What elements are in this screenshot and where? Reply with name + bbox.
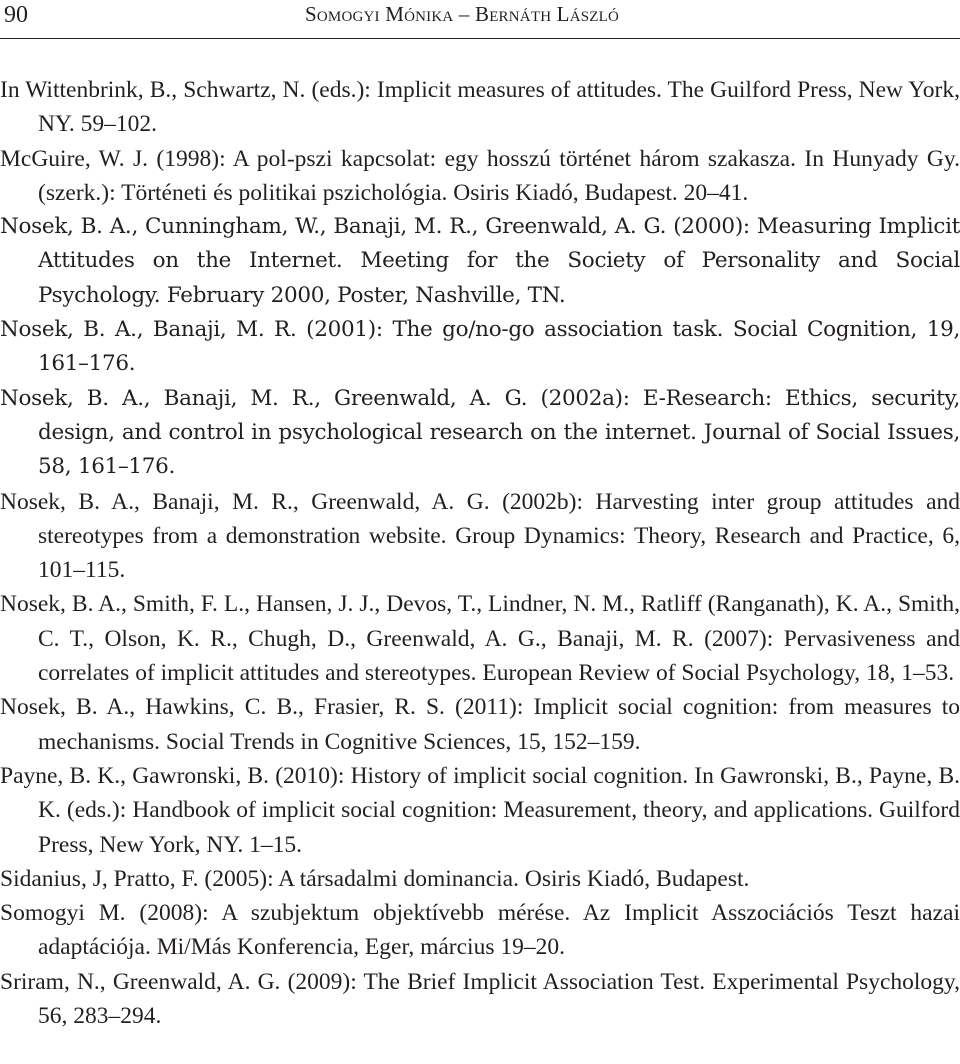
reference-entry — [0, 690, 960, 759]
reference-text: Nosek, B. A., Banaji, M. R., Greenwald, A. G. (2002b): Harvesting inter group attitudes and stereotypes from a demonstration website. Group Dynamics: Theory, Research and Practice, 6, 101–115. — [0, 488, 960, 584]
reference-entry — [0, 485, 960, 588]
reference-text: Nosek, B. A., Cunningham, W., Banaji, M. R., Greenwald, A. G. (2000): Measuring Implicit Attitudes on the Internet. Meeting for the Society of Personality and Social Psychology. February 2000, Poster, Nashville, TN. — [0, 214, 960, 308]
reference-text: McGuire, W. J. (1998): A pol-pszi kapcsolat: egy hosszú történet három szakasza. In Hunyady Gy. (szerk.): Történeti és politikai pszichológia. Osiris Kiadó, Budapest. 20–41. — [0, 145, 960, 206]
reference-entry — [0, 142, 960, 211]
reference-text: Payne, B. K., Gawronski, B. (2010): History of implicit social cognition. In Gawronski, B., Payne, B. K. (eds.): Handbook of implicit social cognition: Measurement, theory, and applications. Guilford Press, New York, NY. 1–15. — [0, 762, 960, 858]
running-title: Somogyi Mónika – Bernáth László — [305, 2, 620, 26]
reference-entry — [0, 382, 960, 485]
reference-entry — [0, 896, 960, 965]
reference-text: Nosek, B. A., Smith, F. L., Hansen, J. J., Devos, T., Lindner, N. M., Ratliff (Ranganath), K. A., Smith, C. T., Olson, K. R., Chugh, D., Greenwald, A. G., Banaji, M. R. (2007): Pervasiveness and correlates of implicit attitudes and stereotypes. European Review of Social Psychology, 18, 1–53. — [0, 591, 960, 687]
reference-entry — [0, 73, 960, 142]
reference-entry — [0, 862, 960, 896]
reference-entry — [0, 313, 960, 382]
reference-text: Somogyi M. (2008): A szubjektum objektívebb mérése. Az Implicit Asszociációs Teszt hazai adaptációja. Mi/Más Konferencia, Eger, március 19–20. — [0, 900, 960, 961]
reference-text: Nosek, B. A., Banaji, M. R. (2001): The go/no-go association task. Social Cognition, 19, 161–176. — [0, 317, 960, 377]
reference-entry — [0, 759, 960, 862]
reference-text: Nosek, B. A., Banaji, M. R., Greenwald, A. G. (2002a): E-Research: Ethics, security, design, and control in psychological research on the internet. Journal of Social Issues, 58, 161–176. — [0, 385, 960, 480]
reference-entry — [0, 210, 960, 313]
reference-entry — [0, 587, 960, 690]
reference-text: Nosek, B. A., Hawkins, C. B., Frasier, R. S. (2011): Implicit social cognition: from measures to mechanisms. Social Trends in Cognitive Sciences, 15, 152–159. — [0, 694, 960, 755]
reference-text: Sriram, N., Greenwald, A. G. (2009): The Brief Implicit Association Test. Experimental Psychology, 56, 283–294. — [0, 968, 960, 1030]
reference-text: Sidanius, J, Pratto, F. (2005): A társadalmi dominancia. Osiris Kiadó, Budapest. — [0, 865, 750, 892]
header-rule — [0, 38, 960, 39]
page-number: 90 — [4, 2, 28, 28]
page-header — [0, 0, 960, 40]
reference-list — [0, 73, 960, 1033]
reference-text: In Wittenbrink, B., Schwartz, N. (eds.): Implicit measures of attitudes. The Guilford Press, New York, NY. 59–102. — [0, 77, 960, 138]
reference-entry — [0, 965, 960, 1034]
